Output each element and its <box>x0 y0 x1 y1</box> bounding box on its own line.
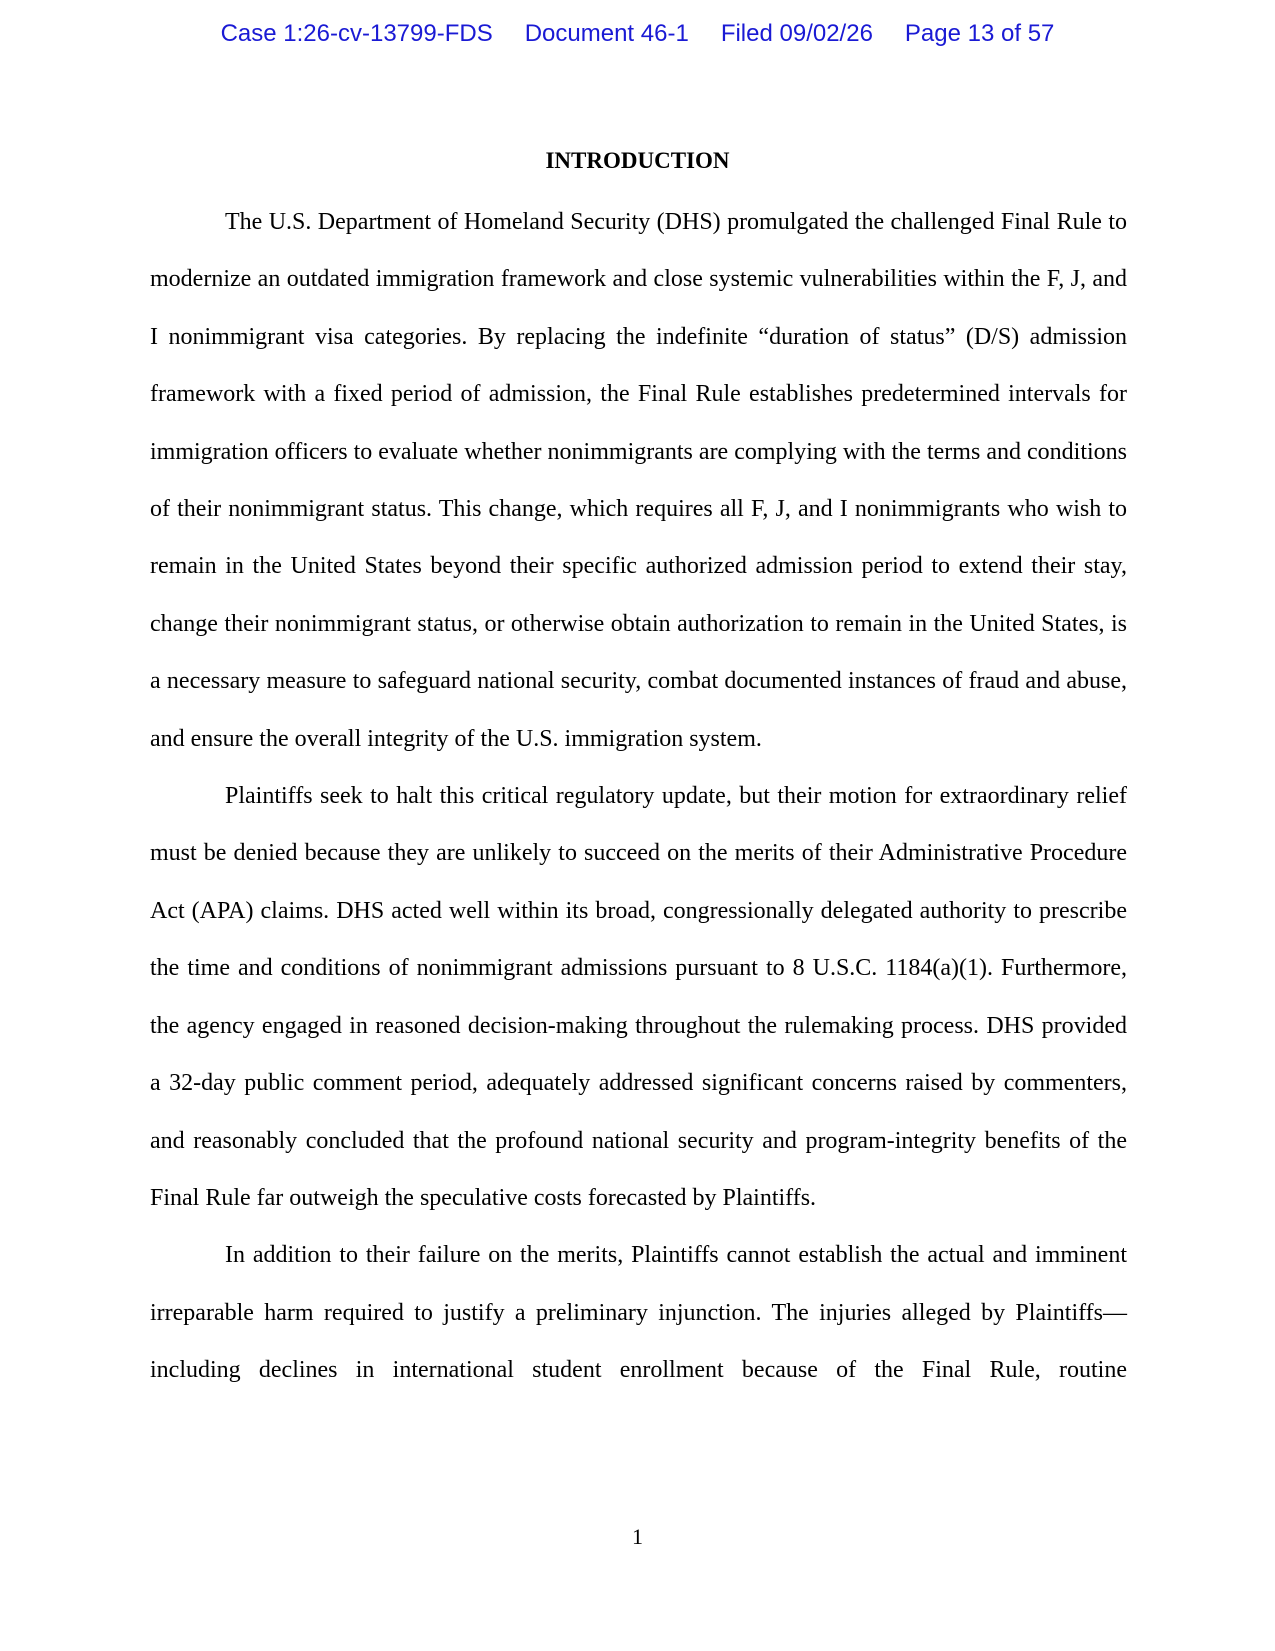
case-number: Case 1:26-cv-13799-FDS <box>220 20 493 47</box>
paragraph-1: The U.S. Department of Homeland Security (DHS) promulgated the challenged Final Rule to modernize an outdated immigration framework and close systemic vulnerabilities within the F, J, and I nonimmigrant visa categories. By replacing the indefinite “duration of status” (D/S) admission framework with a fixed period of admission, the Final Rule establishes predetermined intervals for immigration officers to evaluate whether nonimmigrants are complying with the terms and conditions of their nonimmigrant status. This change, which requires all F, J, and I nonimmigrants who wish to remain in the United States beyond their specific authorized admission period to extend their stay, change their nonimmigrant status, or otherwise obtain authorization to remain in the United States, is a necessary measure to safeguard national security, combat documented instances of fraud and abuse, and ensure the overall integrity of the U.S. immigration system. <box>150 209 1127 752</box>
filed-date: Filed 09/02/26 <box>720 20 873 47</box>
section-title: INTRODUCTION <box>545 148 730 173</box>
paragraph-3: In addition to their failure on the merits, Plaintiffs cannot establish the actual and imminent irreparable harm required to justify a preliminary injunction. The injuries alleged by Plaintiffs—including declines in international student enrollment because of the Final Rule, routine <box>150 1242 1127 1384</box>
document-body <box>150 194 1127 1400</box>
case-header <box>0 20 1275 48</box>
document-number: Document 46-1 <box>524 20 689 47</box>
paragraph-2: Plaintiffs seek to halt this critical regulatory update, but their motion for extraordinary relief must be denied because they are unlikely to succeed on the merits of their Administrative Procedure Act (APA) claims. DHS acted well within its broad, congressionally delegated authority to prescribe the time and conditions of nonimmigrant admissions pursuant to 8 U.S.C. 1184(a)(1). Furthermore, the agency engaged in reasoned decision-making throughout the rulemaking process. DHS provided a 32-day public comment period, adequately addressed significant concerns raised by commenters, and reasonably concluded that the profound national security and program-integrity benefits of the Final Rule far outweigh the speculative costs forecasted by Plaintiffs. <box>150 783 1127 1211</box>
page-number: 1 <box>632 1524 643 1549</box>
page-indicator: Page 13 of 57 <box>904 20 1055 47</box>
